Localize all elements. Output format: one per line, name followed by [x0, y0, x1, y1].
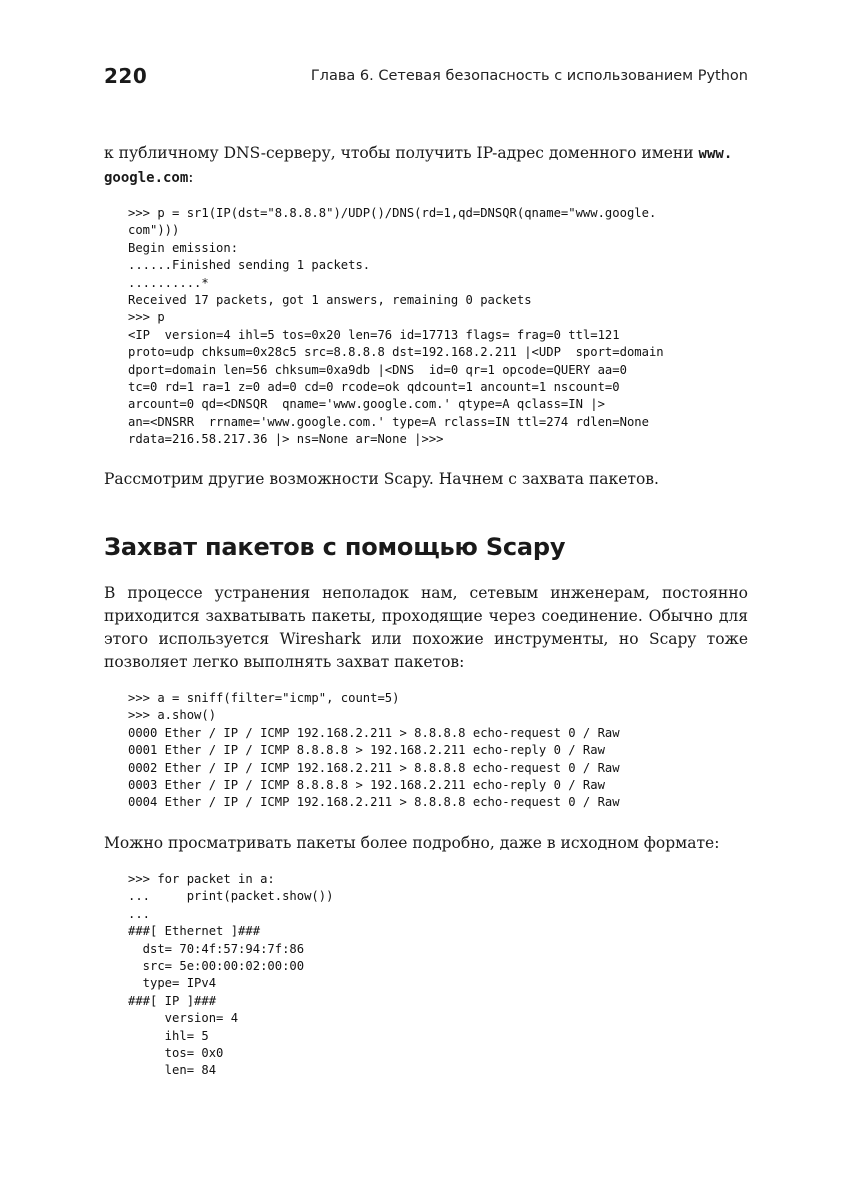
- code-block-dns-query: >>> p = sr1(IP(dst="8.8.8.8")/UDP()/DNS(rd=1,qd=DNSQR(qname="www.google. com"))) Begin emission: ......Finished sending 1 packets. ..........* Received 17 packets, got 1 answers, remaining 0 packets >>> p <IP version=4 ihl=5 tos=0x20 len=76 id=17713 flags= frag=0 ttl=121 proto=udp chksum=0x28c5 src=8.8.8.8 dst=192.168.2.211 |<UDP sport=domain dport=domain len=56 chksum=0xa9db |<DNS id=0 qr=1 opcode=QUERY aa=0 tc=0 rd=1 ra=1 z=0 ad=0 cd=0 rcode=ok qdcount=1 ancount=1 nscount=0 arcount=0 qd=<DNSQR qname='www.google.com.' qtype=A qclass=IN |> an=<DNSRR rrname='www.google.com.' type=A rclass=IN ttl=274 rdlen=None rdata=216.58.217.36 |> ns=None ar=None |>>>: [128, 206, 664, 447]
- paragraph-raw-format: Можно просматривать пакеты более подробно, даже в исходном формате:: [104, 834, 720, 852]
- page-number: 220: [104, 64, 148, 88]
- code-block-packet-show: >>> for packet in a: ... print(packet.show()) ... ###[ Ethernet ]### dst= 70:4f:57:94:7f:86 src= 5e:00:00:02:00:00 type= IPv4 ###[ IP ]### version= 4 ihl= 5 tos= 0x0 len= 84: [128, 872, 334, 1078]
- intro-paragraph: [104, 142, 748, 190]
- code-block-sniff: >>> a = sniff(filter="icmp", count=5) >>> a.show() 0000 Ether / IP / ICMP 192.168.2.211 > 8.8.8.8 echo-request 0 / Raw 0001 Ether / IP / ICMP 8.8.8.8 > 192.168.2.211 echo-reply 0 / Raw 0002 Ether / IP / ICMP 192.168.2.211 > 8.8.8.8 echo-request 0 / Raw 0003 Ether / IP / ICMP 8.8.8.8 > 192.168.2.211 echo-reply 0 / Raw 0004 Ether / IP / ICMP 192.168.2.211 > 8.8.8.8 echo-request 0 / Raw: [128, 691, 620, 810]
- intro-domain-part1: www.: [698, 146, 733, 162]
- running-header: [104, 62, 748, 92]
- paragraph-packet-capture: В процессе устранения неполадок нам, сетевым инженерам, постоянно приходится захватывать пакеты, проходящие через соединение. Обычно для этого используется Wireshark или похожие инструменты, но Scapy тоже позволяет легко выполнять захват пакетов:: [104, 584, 748, 671]
- section-heading: Захват пакетов с помощью Scapy: [104, 533, 566, 561]
- chapter-title: Глава 6. Сетевая безопасность с использованием Python: [310, 68, 748, 84]
- intro-domain-part2: google.com: [104, 170, 189, 186]
- intro-text: к публичному DNS-серверу, чтобы получить IP-адрес доменного имени: [104, 144, 699, 162]
- paragraph-scapy-features: Рассмотрим другие возможности Scapy. Начнем с захвата пакетов.: [104, 470, 659, 488]
- intro-colon: :: [188, 168, 194, 186]
